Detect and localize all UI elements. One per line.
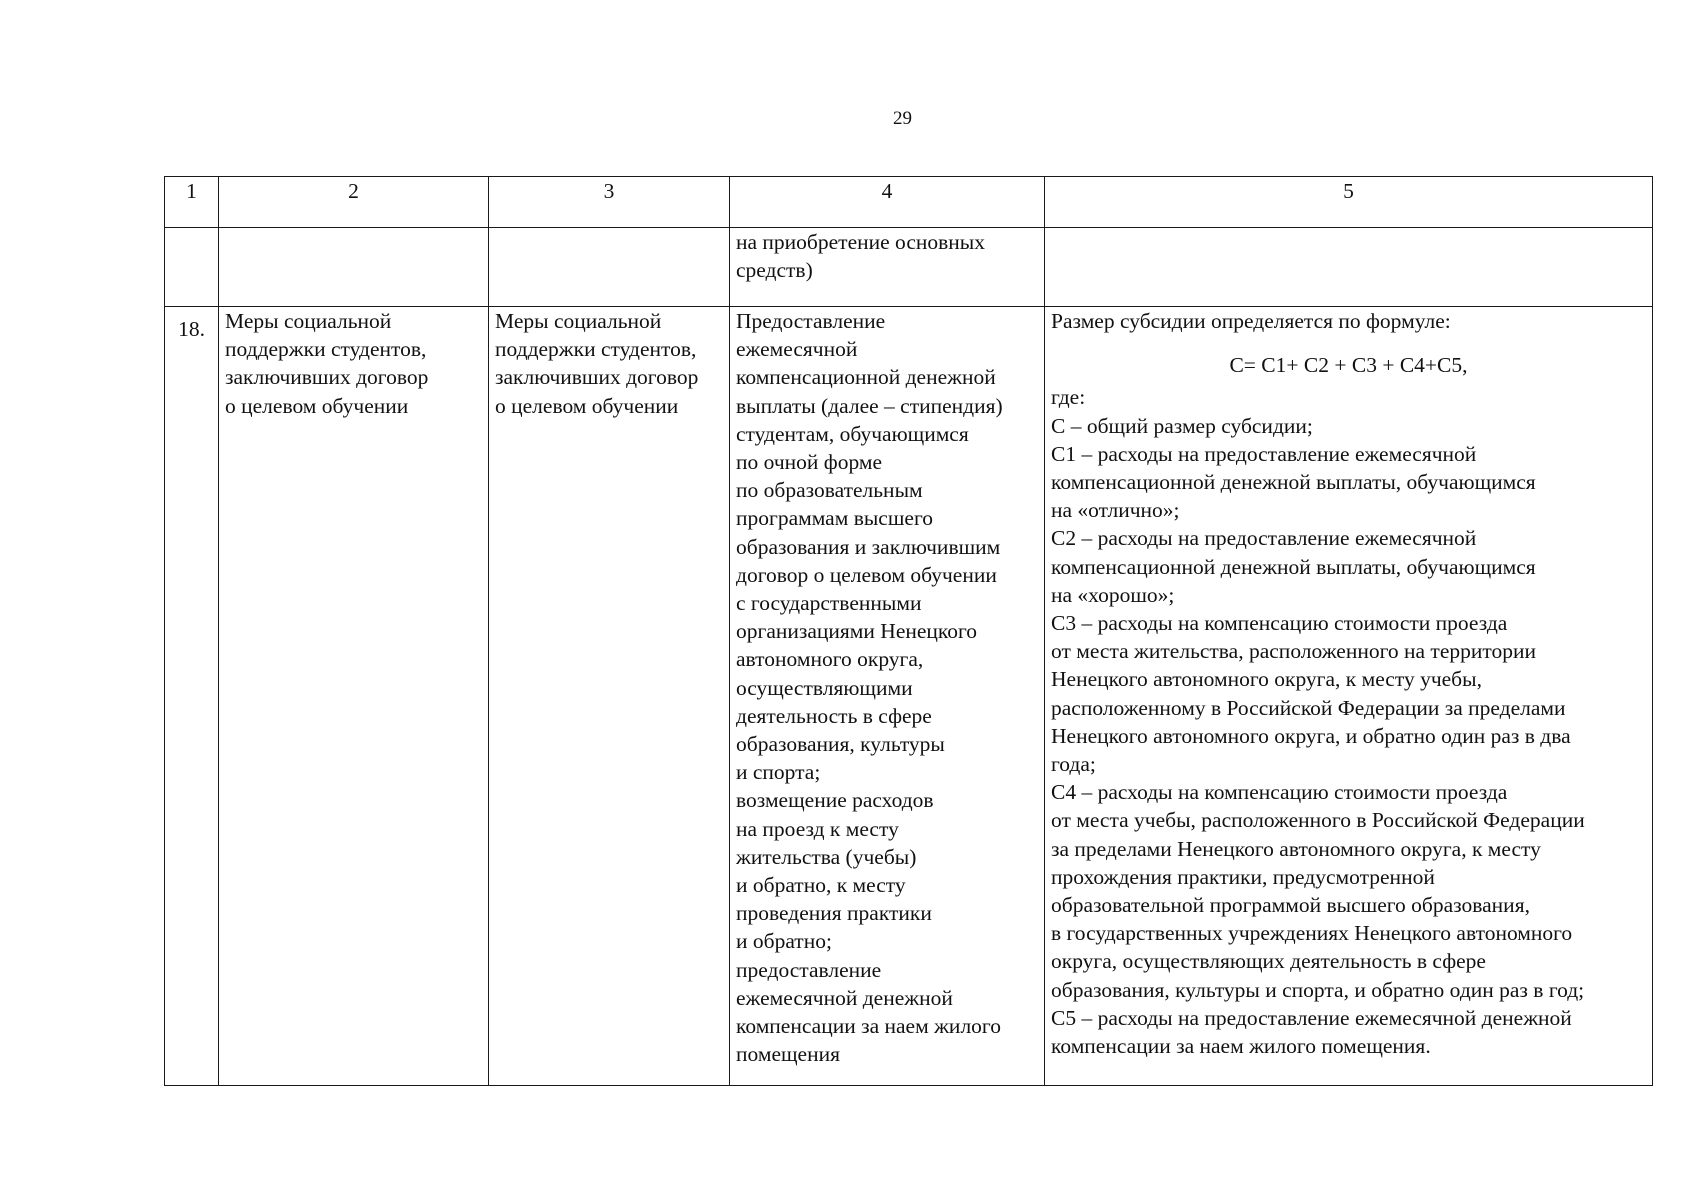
text-line: ежемесячной — [736, 337, 858, 362]
text-line: С5 – расходы на предоставление ежемесячной денежной — [1051, 1005, 1572, 1030]
text-line: организациями Ненецкого — [736, 619, 978, 644]
text-line: жительства (учебы) — [736, 844, 917, 869]
cont-text-line: на приобретение основных — [736, 230, 985, 254]
text-line: поддержки студентов, — [225, 337, 427, 362]
text-line: осуществляющими — [736, 675, 913, 700]
text-line: по очной форме — [736, 450, 883, 475]
text-line: с государственными — [736, 591, 922, 616]
table-header-row — [165, 177, 1653, 228]
text-line: компенсационной денежной — [736, 365, 996, 390]
header-cell-3: 3 — [489, 177, 730, 228]
text-line: года; — [1051, 752, 1096, 777]
text-line: на «хорошо»; — [1051, 582, 1175, 607]
text-line: выплаты (далее – стипендия) — [736, 393, 1003, 418]
formula-intro: Размер субсидии определяется по формуле: — [1051, 309, 1451, 333]
cont-cell-1 — [165, 228, 219, 307]
text-line: где: — [1051, 385, 1086, 410]
text-line: поддержки студентов, — [495, 337, 697, 362]
text-line: на «отлично»; — [1051, 498, 1180, 523]
text-line: возмещение расходов — [736, 788, 934, 813]
text-line: от места жительства, расположенного на территории — [1051, 639, 1536, 664]
text-line: Предоставление — [736, 309, 886, 333]
header-cell-1: 1 — [165, 177, 219, 228]
subsidy-name-cell — [489, 307, 730, 1086]
text-line: С2 – расходы на предоставление ежемесячной — [1051, 526, 1477, 551]
text-line: образования, культуры — [736, 732, 945, 757]
text-line: заключивших договор — [225, 365, 429, 390]
header-cell-5: 5 — [1045, 177, 1653, 228]
document-table — [164, 176, 1653, 1086]
text-line: студентам, обучающимся — [736, 421, 969, 446]
text-line: и обратно; — [736, 929, 832, 954]
cont-cell-4 — [730, 228, 1045, 307]
cont-cell-3 — [489, 228, 730, 307]
text-line: и обратно, к месту — [736, 873, 906, 898]
text-line: автономного округа, — [736, 647, 924, 672]
cont-cell-2 — [219, 228, 489, 307]
text-line: образования и заключившим — [736, 534, 1001, 559]
text-line: о целевом обучении — [495, 393, 679, 418]
text-line: прохождения практики, предусмотренной — [1051, 864, 1435, 889]
text-line: в государственных учреждениях Ненецкого автономного — [1051, 921, 1573, 946]
page-number: 29 — [893, 108, 912, 129]
text-line: проведения практики — [736, 901, 932, 926]
text-line: Меры социальной — [225, 309, 392, 333]
text-line: программам высшего — [736, 506, 933, 531]
text-line: Ненецкого автономного округа, и обратно один раз в два — [1051, 723, 1571, 748]
text-line: Ненецкого автономного округа, к месту учебы, — [1051, 667, 1482, 692]
text-line: компенсации за наем жилого помещения. — [1051, 1034, 1431, 1059]
text-line: расположенному в Российской Федерации за пределами — [1051, 695, 1566, 720]
continuation-row — [165, 228, 1653, 307]
text-line: деятельность в сфере — [736, 703, 932, 728]
text-line: и спорта; — [736, 760, 821, 785]
formula: С= С1+ С2 + С3 + С4+С5, — [1229, 353, 1468, 378]
header-cell-4: 4 — [730, 177, 1045, 228]
purpose-cell — [730, 307, 1045, 1086]
text-line: С – общий размер субсидии; — [1051, 413, 1313, 438]
text-line: С3 – расходы на компенсацию стоимости проезда — [1051, 611, 1508, 636]
text-line: помещения — [736, 1042, 840, 1067]
text-line: компенсации за наем жилого — [736, 1014, 1001, 1039]
text-line: С4 – расходы на компенсацию стоимости проезда — [1051, 780, 1508, 805]
measure-name-cell — [219, 307, 489, 1086]
text-line: С1 – расходы на предоставление ежемесячной — [1051, 441, 1477, 466]
text-line: Меры социальной — [495, 309, 662, 333]
text-line: договор о целевом обучении — [736, 562, 997, 587]
text-line: на проезд к месту — [736, 816, 899, 841]
text-line: образовательной программой высшего образования, — [1051, 893, 1530, 918]
text-line: заключивших договор — [495, 365, 699, 390]
text-line: от места учебы, расположенного в Российской Федерации — [1051, 808, 1585, 833]
text-line: за пределами Ненецкого автономного округа, к месту — [1051, 836, 1541, 861]
row-number: 18. — [165, 307, 219, 1086]
cont-text-line: средств) — [736, 258, 813, 283]
text-line: компенсационной денежной выплаты, обучающимся — [1051, 554, 1536, 579]
text-line: образования, культуры и спорта, и обратно один раз в год; — [1051, 977, 1585, 1002]
text-line: компенсационной денежной выплаты, обучающимся — [1051, 470, 1536, 495]
table-row-18 — [165, 307, 1653, 1086]
text-line: округа, осуществляющих деятельность в сфере — [1051, 949, 1486, 974]
text-line: о целевом обучении — [225, 393, 409, 418]
text-line: по образовательным — [736, 478, 923, 503]
formula-cell — [1045, 307, 1653, 1086]
text-line: ежемесячной денежной — [736, 985, 953, 1010]
text-line: предоставление — [736, 957, 882, 982]
header-cell-2: 2 — [219, 177, 489, 228]
cont-cell-5 — [1045, 228, 1653, 307]
